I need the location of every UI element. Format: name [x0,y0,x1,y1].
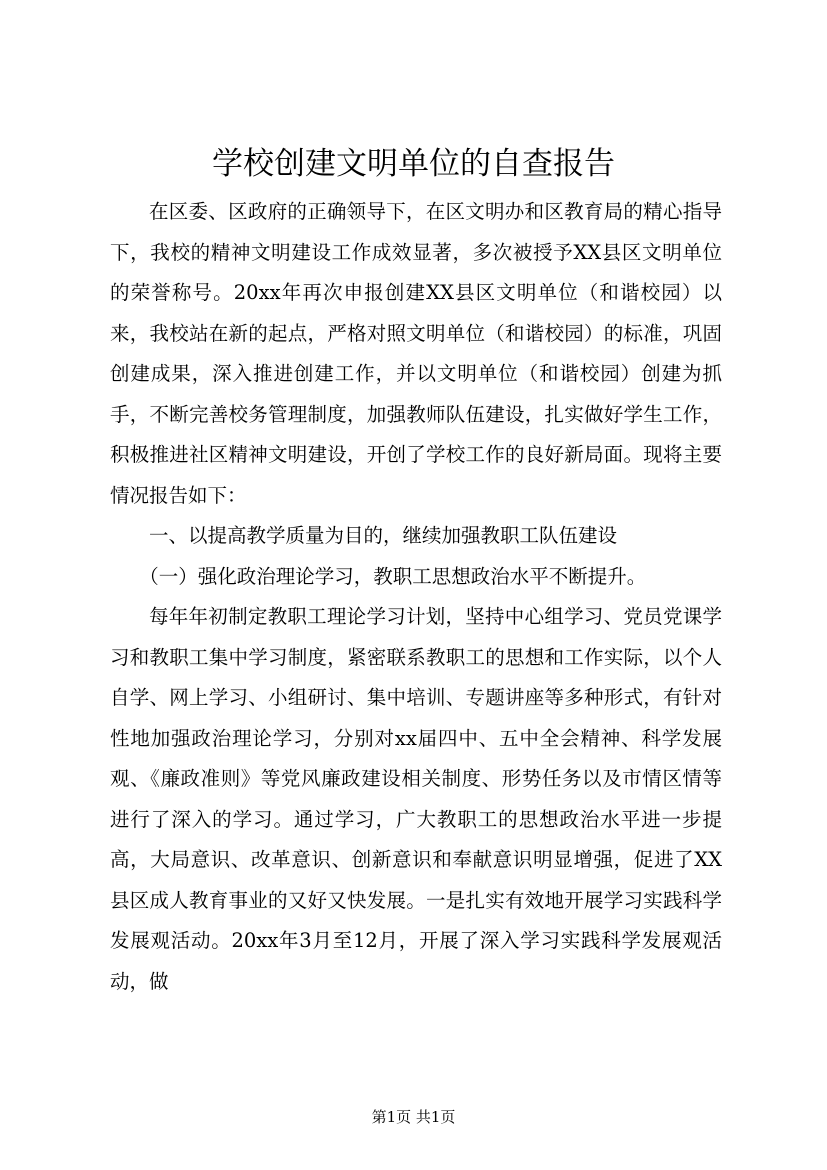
subsection-heading-1: （一）强化政治理论学习，教职工思想政治水平不断提升。 [139,564,647,588]
paragraph-study: 每年年初制定教职工理论学习计划，坚持中心组学习、党员党课学习和教职工集中学习制度，紧密联系教职工的思想和工作实际，以个人自学、网上学习、小组研讨、集中培训、专题讲座等多种形式，有针对性地加强政治理论学习，分别对xx届四中、五中全会精神、科学发展观、《廉政准则》等党风廉政建设相关制度、形势任务以及市情区情等进行了深入的学习。通过学习，广大教职工的思想政治水平进一步提高，大局意识、改革意识、创新意识和奉献意识明显增强，促进了XX县区成人教育事业的又好又快发展。一是扎实有效地开展学习实践科学发展观活动。20xx年3月至12月，开展了深入学习实践科学发展观活动，做 [110,605,722,993]
section-heading-1: 一、以提高教学质量为目的，继续加强教职工队伍建设 [149,524,618,547]
document-body [110,192,722,1002]
document-title: 学校创建文明单位的自查报告 [212,146,615,182]
paragraph-intro: 在区委、区政府的正确领导下，在区文明办和区教育局的精心指导下，我校的精神文明建设工作成效显著，多次被授予XX县区文明单位的荣誉称号。20xx年再次申报创建XX县区文明单位（和谐校园）以来，我校站在新的起点，严格对照文明单位（和谐校园）的标准，巩固创建成果，深入推进创建工作，并以文明单位（和谐校园）创建为抓手，不断完善校务管理制度，加强教师队伍建设，扎实做好学生工作，积极推进社区精神文明建设，开创了学校工作的良好新局面。现将主要情况报告如下： [110,200,722,507]
page-footer: 第1页 共1页 [371,1108,456,1126]
